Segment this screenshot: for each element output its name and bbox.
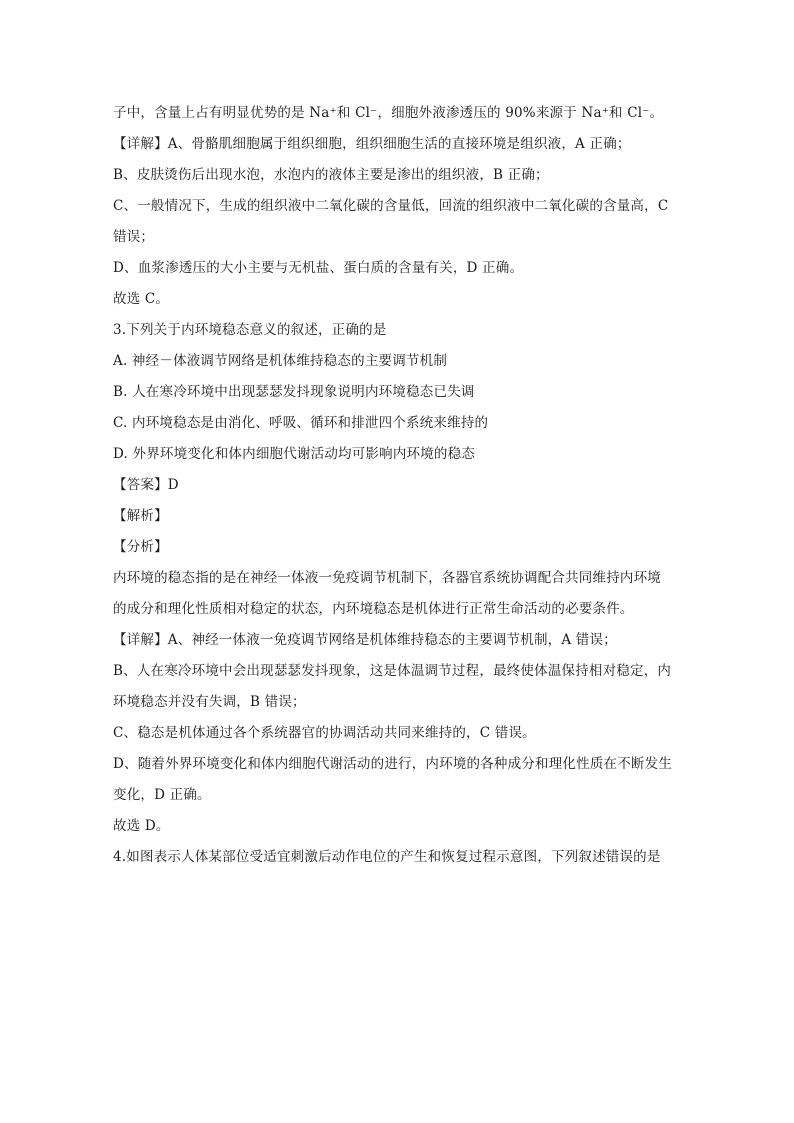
text-line: C、一般情况下，生成的组织液中二氧化碳的含量低，回流的组织液中二氧化碳的含量高，C [113,198,669,214]
text-line: 【详解】A、神经一体液一免疫调节网络是机体维持稳态的主要调节机制，A 错误； [113,632,617,648]
answer-line: 【答案】D [113,477,179,493]
text-line: 环境稳态并没有失调，B 错误； [113,694,306,710]
document-body [113,98,683,873]
text-line: 子中，含量上占有明显优势的是 Na⁺和 Cl⁻，细胞外液渗透压的 90%来源于 Na⁺和 Cl⁻。 [113,105,664,121]
text-line: D、血浆渗透压的大小主要与无机盐、蛋白质的含量有关，D 正确。 [113,260,524,276]
text-line: 故选 C。 [113,291,170,307]
option-d: D. 外界环境变化和体内细胞代谢活动均可影响内环境的稳态 [113,446,476,462]
text-line: 【详解】A、骨骼肌细胞属于组织细胞，组织细胞生活的直接环境是组织液，A 正确； [113,136,631,152]
text-line: B、人在寒冷环境中会出现瑟瑟发抖现象，这是体温调节过程，最终使体温保持相对稳定，内 [113,663,672,679]
text-line: 变化，D 正确。 [113,787,211,803]
question-stem: 4.如图表示人体某部位受适宜刺激后动作电位的产生和恢复过程示意图，下列叙述错误的是 [113,849,661,865]
option-b: B. 人在寒冷环境中出现瑟瑟发抖现象说明内环境稳态已失调 [113,384,475,400]
option-a: A. 神经－体液调节网络是机体维持稳态的主要调节机制 [113,353,448,369]
question-stem: 3.下列关于内环境稳态意义的叙述，正确的是 [113,322,387,338]
text-line: 故选 D。 [113,818,170,834]
analysis-subheading: 【分析】 [113,539,168,555]
text-line: 的成分和理化性质相对稳定的状态，内环境稳态是机体进行正常生命活动的必要条件。 [113,601,634,617]
text-line: 内环境的稳态指的是在神经一体液一免疫调节机制下，各器官系统协调配合共同维持内环境 [113,570,661,586]
option-c: C. 内环境稳态是由消化、呼吸、循环和排泄四个系统来维持的 [113,415,489,431]
analysis-heading: 【解析】 [113,508,168,524]
text-line: D、随着外界环境变化和体内细胞代谢活动的进行，内环境的各种成分和理化性质在不断发生 [113,756,673,772]
text-line: C、稳态是机体通过各个系统器官的协调活动共同来维持的，C 错误。 [113,725,536,741]
text-line: B、皮肤烫伤后出现水泡，水泡内的液体主要是渗出的组织液，B 正确； [113,167,549,183]
text-line: 错误； [113,229,155,245]
